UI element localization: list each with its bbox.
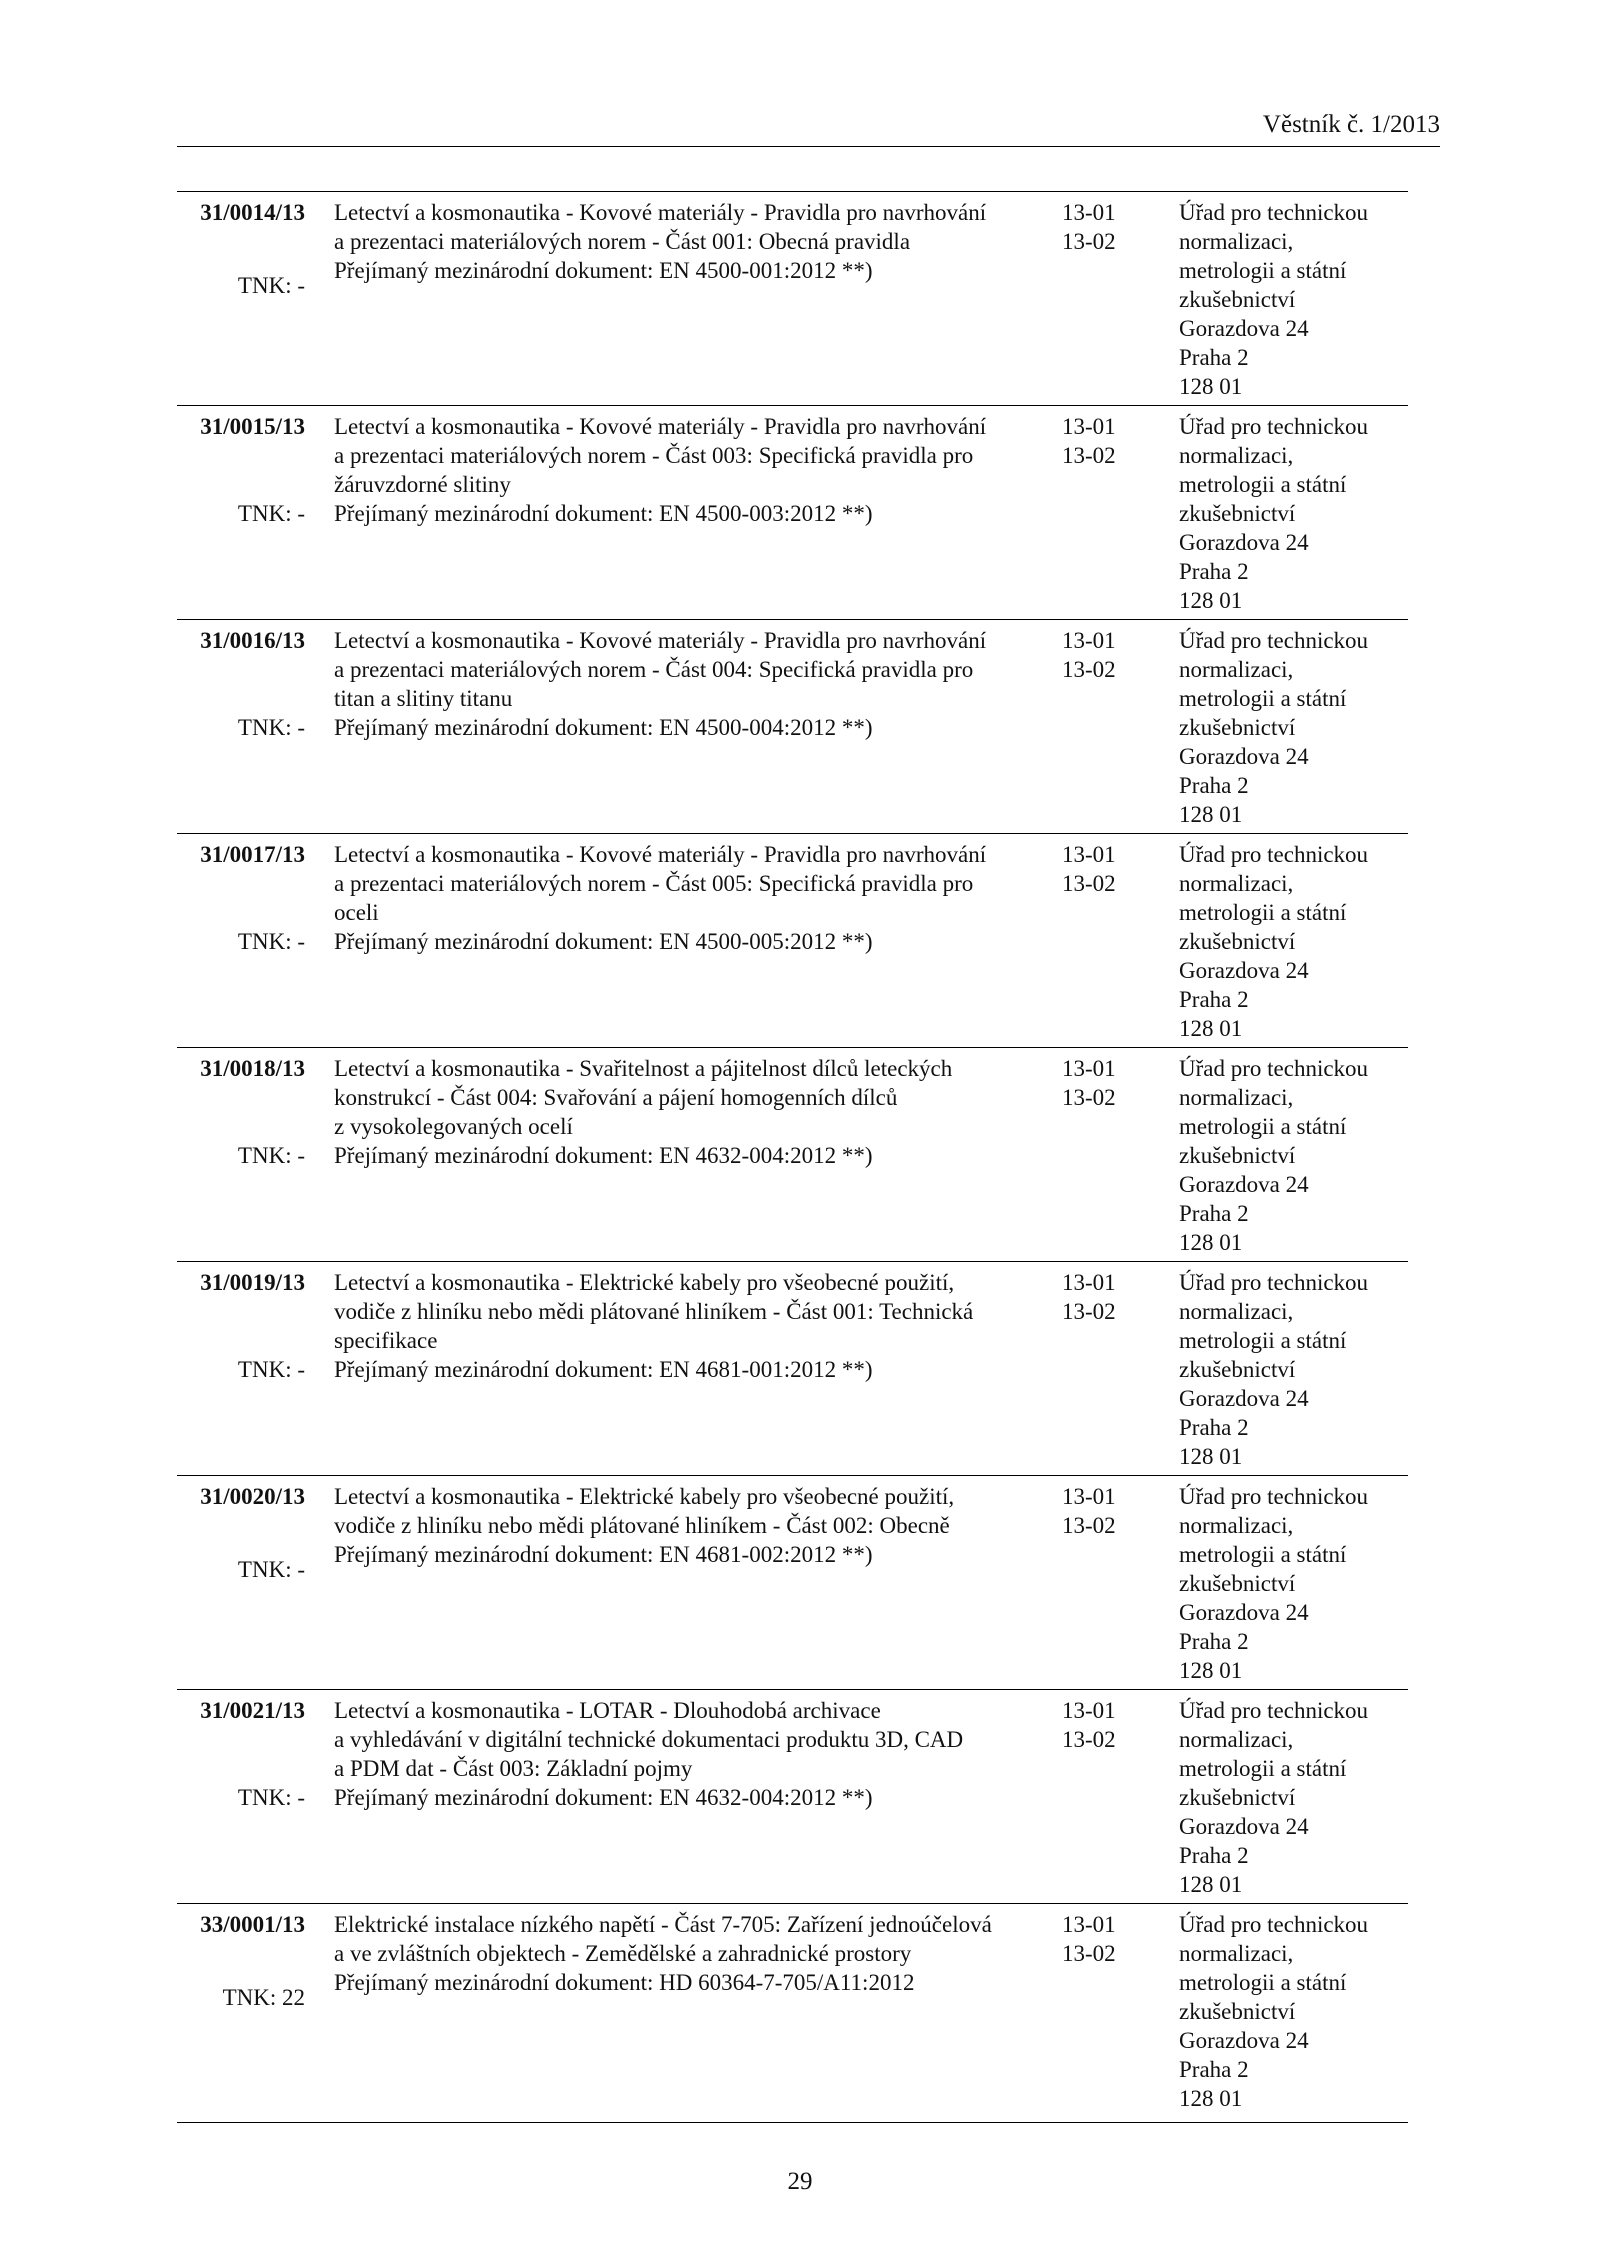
office-address-line: normalizaci,	[1179, 229, 1294, 254]
entry-codes	[1062, 1482, 1142, 1540]
office-address-line: Gorazdova 24	[1179, 1600, 1309, 1625]
entry-office-address	[1179, 412, 1409, 615]
office-address-line: metrologii a státní	[1179, 472, 1347, 497]
entry-id-column	[177, 1054, 305, 1170]
entry-number: 31/0014/13	[200, 200, 305, 225]
office-address-line: 128 01	[1179, 1444, 1243, 1469]
entry-code: 13-01	[1062, 628, 1116, 653]
entry-code: 13-02	[1062, 657, 1116, 682]
entry-codes	[1062, 626, 1142, 684]
office-address-line: normalizaci,	[1179, 1085, 1294, 1110]
office-address-line: zkušebnictví	[1179, 501, 1296, 526]
entry-number: 31/0020/13	[200, 1484, 305, 1509]
office-address-line: 128 01	[1179, 1016, 1243, 1041]
office-address-line: Praha 2	[1179, 1201, 1249, 1226]
table-row	[177, 1476, 1408, 1690]
entry-number: 31/0018/13	[200, 1056, 305, 1081]
entry-tnk: TNK: -	[237, 1785, 305, 1810]
table-row	[177, 834, 1408, 1048]
office-address-line: Praha 2	[1179, 2057, 1249, 2082]
table-row	[177, 192, 1408, 406]
entry-title-line: Letectví a kosmonautika - Elektrické kabely pro všeobecné použití,	[334, 1270, 955, 1295]
office-address-line: zkušebnictví	[1179, 929, 1296, 954]
entry-codes	[1062, 198, 1142, 256]
office-address-line: normalizaci,	[1179, 1941, 1294, 1966]
entry-code: 13-01	[1062, 1698, 1116, 1723]
entry-code: 13-01	[1062, 1270, 1116, 1295]
entry-title	[334, 1696, 1049, 1812]
entry-title-line: a vyhledávání v digitální technické dokumentaci produktu 3D, CAD	[334, 1727, 964, 1752]
entry-title-line: z vysokolegovaných ocelí	[334, 1114, 573, 1139]
entry-title-line: a prezentaci materiálových norem - Část 004: Specifická pravidla pro	[334, 657, 974, 682]
entry-title-line: vodiče z hliníku nebo mědi plátované hliníkem - Část 002: Obecně	[334, 1513, 950, 1538]
entry-number: 31/0016/13	[200, 628, 305, 653]
office-address-line: Úřad pro technickou	[1179, 200, 1369, 225]
office-address-line: 128 01	[1179, 1230, 1243, 1255]
entry-tnk: TNK: -	[237, 501, 305, 526]
office-address-line: Gorazdova 24	[1179, 2028, 1309, 2053]
office-address-line: metrologii a státní	[1179, 1328, 1347, 1353]
office-address-line: metrologii a státní	[1179, 1114, 1347, 1139]
office-address-line: 128 01	[1179, 1872, 1243, 1897]
entry-title	[334, 1482, 1049, 1569]
office-address-line: metrologii a státní	[1179, 686, 1347, 711]
entry-title-line: Letectví a kosmonautika - Elektrické kabely pro všeobecné použití,	[334, 1484, 955, 1509]
entry-id-column	[177, 412, 305, 528]
office-address-line: Praha 2	[1179, 345, 1249, 370]
entry-title-line: Letectví a kosmonautika - Kovové materiály - Pravidla pro navrhování	[334, 414, 987, 439]
entry-title-line: Přejímaný mezinárodní dokument: HD 60364-7-705/A11:2012	[334, 1970, 915, 1995]
office-address-line: zkušebnictví	[1179, 1785, 1296, 1810]
entry-office-address	[1179, 1482, 1409, 1685]
entry-tnk: TNK: -	[237, 1143, 305, 1168]
office-address-line: Gorazdova 24	[1179, 1172, 1309, 1197]
office-address-line: metrologii a státní	[1179, 1756, 1347, 1781]
entry-tnk: TNK: -	[237, 715, 305, 740]
office-address-line: metrologii a státní	[1179, 1970, 1347, 1995]
entry-title-line: specifikace	[334, 1328, 438, 1353]
entry-title-line: Přejímaný mezinárodní dokument: EN 4500-005:2012 **)	[334, 929, 873, 954]
entry-code: 13-02	[1062, 443, 1116, 468]
entry-code: 13-02	[1062, 229, 1116, 254]
table-row	[177, 1262, 1408, 1476]
entry-tnk: TNK: -	[237, 1357, 305, 1382]
entry-title-line: konstrukcí - Část 004: Svařování a pájení homogenních dílců	[334, 1085, 898, 1110]
office-address-line: Úřad pro technickou	[1179, 842, 1369, 867]
entry-codes	[1062, 412, 1142, 470]
entry-title-line: oceli	[334, 900, 379, 925]
entry-code: 13-01	[1062, 414, 1116, 439]
table-row	[177, 1048, 1408, 1262]
entry-code: 13-01	[1062, 1484, 1116, 1509]
office-address-line: normalizaci,	[1179, 657, 1294, 682]
entry-title-line: a ve zvláštních objektech - Zemědělské a zahradnické prostory	[334, 1941, 912, 1966]
office-address-line: Úřad pro technickou	[1179, 1056, 1369, 1081]
office-address-line: zkušebnictví	[1179, 287, 1296, 312]
office-address-line: Praha 2	[1179, 1843, 1249, 1868]
entry-title-line: Přejímaný mezinárodní dokument: EN 4632-004:2012 **)	[334, 1143, 873, 1168]
entry-codes	[1062, 1268, 1142, 1326]
entry-title-line: titan a slitiny titanu	[334, 686, 513, 711]
office-address-line: Praha 2	[1179, 987, 1249, 1012]
office-address-line: zkušebnictví	[1179, 1571, 1296, 1596]
office-address-line: 128 01	[1179, 802, 1243, 827]
entry-id-column	[177, 840, 305, 956]
table-row	[177, 406, 1408, 620]
office-address-line: Úřad pro technickou	[1179, 1484, 1369, 1509]
entry-codes	[1062, 1054, 1142, 1112]
office-address-line: Úřad pro technickou	[1179, 414, 1369, 439]
entry-number: 31/0015/13	[200, 414, 305, 439]
entry-code: 13-02	[1062, 871, 1116, 896]
entry-title-line: Přejímaný mezinárodní dokument: EN 4632-004:2012 **)	[334, 1785, 873, 1810]
entry-tnk: TNK: 22	[222, 1985, 305, 2010]
office-address-line: Gorazdova 24	[1179, 530, 1309, 555]
entry-codes	[1062, 1696, 1142, 1754]
entry-code: 13-01	[1062, 1912, 1116, 1937]
office-address-line: Úřad pro technickou	[1179, 1270, 1369, 1295]
standards-table	[177, 191, 1408, 2123]
office-address-line: metrologii a státní	[1179, 1542, 1347, 1567]
entry-office-address	[1179, 1054, 1409, 1257]
office-address-line: zkušebnictví	[1179, 715, 1296, 740]
office-address-line: zkušebnictví	[1179, 1357, 1296, 1382]
entry-title	[334, 1054, 1049, 1170]
office-address-line: Gorazdova 24	[1179, 744, 1309, 769]
office-address-line: Gorazdova 24	[1179, 316, 1309, 341]
entry-office-address	[1179, 1910, 1409, 2113]
entry-codes	[1062, 840, 1142, 898]
office-address-line: normalizaci,	[1179, 443, 1294, 468]
office-address-line: 128 01	[1179, 588, 1243, 613]
entry-code: 13-02	[1062, 1727, 1116, 1752]
entry-title-line: Přejímaný mezinárodní dokument: EN 4500-003:2012 **)	[334, 501, 873, 526]
entry-title-line: Letectví a kosmonautika - Kovové materiály - Pravidla pro navrhování	[334, 842, 987, 867]
table-row	[177, 1690, 1408, 1904]
entry-title-line: Letectví a kosmonautika - LOTAR - Dlouhodobá archivace	[334, 1698, 881, 1723]
entry-title-line: Letectví a kosmonautika - Svařitelnost a pájitelnost dílců leteckých	[334, 1056, 953, 1081]
entry-id-column	[177, 198, 305, 300]
office-address-line: metrologii a státní	[1179, 900, 1347, 925]
entry-title-line: vodiče z hliníku nebo mědi plátované hliníkem - Část 001: Technická	[334, 1299, 974, 1324]
entry-tnk: TNK: -	[237, 273, 305, 298]
entry-office-address	[1179, 1268, 1409, 1471]
office-address-line: normalizaci,	[1179, 1513, 1294, 1538]
entry-title	[334, 412, 1049, 528]
entry-tnk: TNK: -	[237, 929, 305, 954]
entry-id-column	[177, 1696, 305, 1812]
office-address-line: 128 01	[1179, 2086, 1243, 2111]
office-address-line: 128 01	[1179, 374, 1243, 399]
office-address-line: Praha 2	[1179, 773, 1249, 798]
entry-title	[334, 1268, 1049, 1384]
entry-title-line: Elektrické instalace nízkého napětí - Část 7-705: Zařízení jednoúčelová	[334, 1912, 992, 1937]
entry-office-address	[1179, 1696, 1409, 1899]
office-address-line: normalizaci,	[1179, 871, 1294, 896]
office-address-line: Praha 2	[1179, 559, 1249, 584]
entry-title-line: Přejímaný mezinárodní dokument: EN 4681-001:2012 **)	[334, 1357, 873, 1382]
entry-title	[334, 198, 1049, 285]
entry-title-line: Přejímaný mezinárodní dokument: EN 4500-004:2012 **)	[334, 715, 873, 740]
entry-code: 13-01	[1062, 200, 1116, 225]
office-address-line: metrologii a státní	[1179, 258, 1347, 283]
entry-tnk: TNK: -	[237, 1557, 305, 1582]
entry-title-line: Přejímaný mezinárodní dokument: EN 4681-002:2012 **)	[334, 1542, 873, 1567]
office-address-line: Gorazdova 24	[1179, 1386, 1309, 1411]
entry-codes	[1062, 1910, 1142, 1968]
office-address-line: Úřad pro technickou	[1179, 1912, 1369, 1937]
entry-title-line: a prezentaci materiálových norem - Část 003: Specifická pravidla pro	[334, 443, 974, 468]
entry-number: 31/0021/13	[200, 1698, 305, 1723]
entry-office-address	[1179, 626, 1409, 829]
office-address-line: Úřad pro technickou	[1179, 1698, 1369, 1723]
entry-title-line: a PDM dat - Část 003: Základní pojmy	[334, 1756, 693, 1781]
page-number: 29	[787, 2168, 813, 2195]
entry-title	[334, 626, 1049, 742]
entry-title	[334, 840, 1049, 956]
office-address-line: Praha 2	[1179, 1629, 1249, 1654]
entry-id-column	[177, 1268, 305, 1384]
entry-code: 13-02	[1062, 1085, 1116, 1110]
office-address-line: 128 01	[1179, 1658, 1243, 1683]
entry-id-column	[177, 626, 305, 742]
entry-title-line: Přejímaný mezinárodní dokument: EN 4500-001:2012 **)	[334, 258, 873, 283]
table-row	[177, 620, 1408, 834]
entry-id-column	[177, 1910, 305, 2012]
office-address-line: normalizaci,	[1179, 1299, 1294, 1324]
table-row	[177, 1904, 1408, 2123]
header-rule	[177, 146, 1440, 147]
office-address-line: Gorazdova 24	[1179, 1814, 1309, 1839]
entry-code: 13-02	[1062, 1513, 1116, 1538]
entry-number: 31/0017/13	[200, 842, 305, 867]
entry-code: 13-01	[1062, 1056, 1116, 1081]
journal-title: Věstník č. 1/2013	[1262, 111, 1440, 138]
entry-code: 13-02	[1062, 1941, 1116, 1966]
entry-code: 13-02	[1062, 1299, 1116, 1324]
entry-office-address	[1179, 840, 1409, 1043]
entry-title-line: Letectví a kosmonautika - Kovové materiály - Pravidla pro navrhování	[334, 628, 987, 653]
entry-office-address	[1179, 198, 1409, 401]
office-address-line: normalizaci,	[1179, 1727, 1294, 1752]
office-address-line: zkušebnictví	[1179, 1143, 1296, 1168]
entry-code: 13-01	[1062, 842, 1116, 867]
entry-title-line: žáruvzdorné slitiny	[334, 472, 511, 497]
office-address-line: Praha 2	[1179, 1415, 1249, 1440]
entry-title	[334, 1910, 1049, 1997]
office-address-line: Gorazdova 24	[1179, 958, 1309, 983]
entry-title-line: a prezentaci materiálových norem - Část 001: Obecná pravidla	[334, 229, 911, 254]
office-address-line: Úřad pro technickou	[1179, 628, 1369, 653]
entry-number: 33/0001/13	[200, 1912, 305, 1937]
entry-id-column	[177, 1482, 305, 1584]
entry-number: 31/0019/13	[200, 1270, 305, 1295]
entry-title-line: Letectví a kosmonautika - Kovové materiály - Pravidla pro navrhování	[334, 200, 987, 225]
office-address-line: zkušebnictví	[1179, 1999, 1296, 2024]
entry-title-line: a prezentaci materiálových norem - Část 005: Specifická pravidla pro	[334, 871, 974, 896]
